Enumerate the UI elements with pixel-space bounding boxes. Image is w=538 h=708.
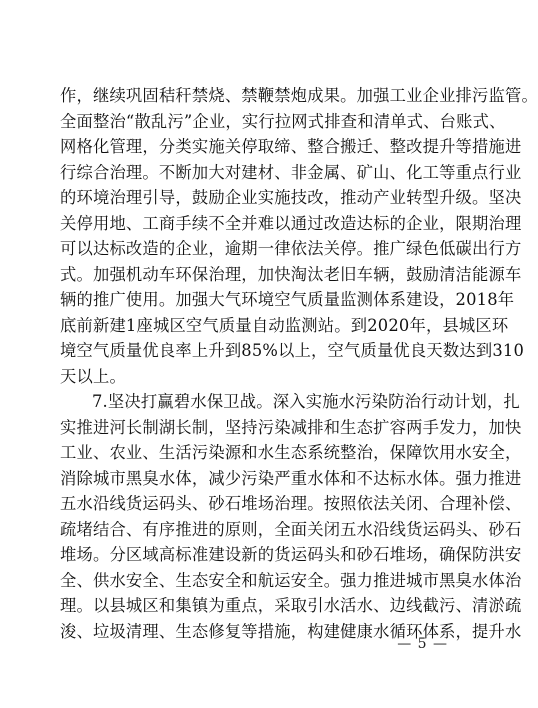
text-line: 五水沿线货运码头、砂石堆场治理。按照依法关闭、合理补偿、 <box>60 494 522 513</box>
text-line: 天以上。 <box>60 366 126 386</box>
text-line: 浚、垃圾清理、生态修复等措施，构建健康水循环体系，提升水 <box>60 621 522 641</box>
text-line: 作，继续巩固秸秆禁烧、禁鞭禁炮成果。加强工业企业排污监管。 <box>60 86 538 105</box>
text-line: 全面整治“散乱污”企业，实行拉网式排查和清单式、台账式、 <box>60 111 506 131</box>
body-text <box>60 83 538 644</box>
text-line: 行综合治理。不断加大对建材、非金属、矿山、化工等重点行业 <box>60 162 522 182</box>
text-line: 网格化管理，分类实施关停取缔、整合搬迁、整改提升等措施进 <box>60 137 522 156</box>
text-line: 底前新建1座城区空气质量自动监测站。到2020年，县城区环 <box>60 315 509 335</box>
text-line: 理。以县城区和集镇为重点，采取引水活水、边线截污、清淤疏 <box>60 596 522 615</box>
text-line: 式。加强机动车环保治理，加快淘汰老旧车辆，鼓励清洁能源车 <box>60 264 522 284</box>
page-number: — 5 — <box>397 636 448 652</box>
text-line: 的环境治理引导，鼓励企业实施技改，推动产业转型升级。坚决 <box>60 188 522 207</box>
text-line: 可以达标改造的企业，逾期一律依法关停。推广绿色低碳出行方 <box>60 239 522 258</box>
section-heading-line: 7.坚决打赢碧水保卫战。深入实施水污染防治行动计划，扎 <box>92 392 520 411</box>
text-line: 消除城市黑臭水体，减少污染严重水体和不达标水体。强力推进 <box>60 468 522 488</box>
text-line: 辆的推广使用。加强大气环境空气质量监测体系建设，2018年 <box>60 290 515 309</box>
text-line: 工业、农业、生活污染源和水生态系统整治，保障饮用水安全， <box>60 443 522 462</box>
text-line: 关停用地、工商手续不全并难以通过改造达标的企业，限期治理 <box>60 213 522 233</box>
text-line: 全、供水安全、生态安全和航运安全。强力推进城市黑臭水体治 <box>60 570 522 590</box>
text-line: 实推进河长制湖长制，坚持污染减排和生态扩容两手发力，加快 <box>60 417 522 437</box>
text-line: 境空气质量优良率上升到85%以上，空气质量优良天数达到310 <box>60 341 525 360</box>
text-line: 堆场。分区域高标准建设新的货运码头和砂石堆场，确保防洪安 <box>60 545 522 564</box>
text-line: 疏堵结合、有序推进的原则，全面关闭五水沿线货运码头、砂石 <box>60 519 522 539</box>
